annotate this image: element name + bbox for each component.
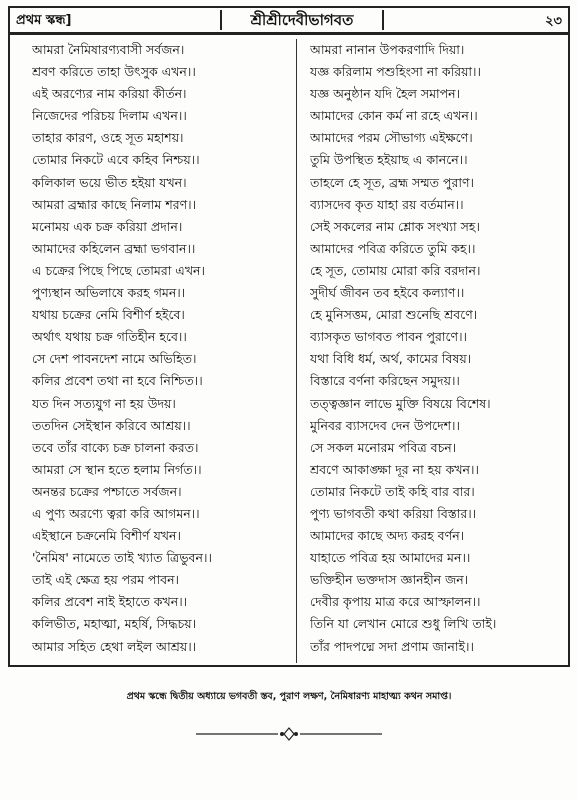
verse-line: আমরা সে স্থান হতে হলাম নির্গত।। — [32, 461, 202, 477]
verse-line: শ্রবণ করিতে তাহা উৎসুক এখন।। — [32, 64, 196, 80]
verse-line: মুনিবর ব্যাসদেব দেন উপদেশ।। — [310, 417, 460, 433]
verse-line: যজ্ঞ করিলাম পশুহিংসা না করিয়া।। — [310, 64, 481, 80]
verse-line: দেবীর কৃপায় মাত্র করে আস্ফালন।। — [310, 594, 481, 610]
verse-line: আমরা নানান উপকরণাদি দিয়া। — [310, 42, 465, 57]
decorative-ornament — [196, 727, 382, 741]
section-label: প্রথম স্কন্ধ] — [16, 13, 72, 28]
verse-line: তুমি উপস্থিত হইয়াছ এ কাননে।। — [310, 152, 468, 168]
verse-line: সুদীর্ঘ জীবন তব হইবে কল্যাণ।। — [310, 285, 465, 301]
verse-line: আমরা নৈমিষারণ্যবাসী সর্বজন। — [32, 42, 185, 57]
verse-line: বিস্তারে বর্ণনা করিছেন সমুদয়।। — [310, 373, 460, 389]
verse-line: কলিভীত, মহাত্মা, মহর্ষি, সিদ্ধচয়। — [32, 616, 197, 632]
left-verse-column — [32, 39, 294, 658]
verse-line: মনোময় এক চক্র করিয়া প্রদান। — [32, 218, 183, 234]
verse-line: তাই এই ক্ষেত্র হয় পরম পাবন। — [32, 572, 179, 588]
verse-line: আমাদের কোন কর্ম না রহে এখন।। — [310, 108, 478, 124]
verse-line: সে সকল মনোরম পবিত্র বচন। — [310, 439, 457, 455]
verse-line: যথা বিধি ধর্ম, অর্থ, কামের বিষয়। — [310, 351, 472, 367]
verse-line: যত দিন সত্যযুগ না হয় উদয়। — [32, 395, 176, 411]
verse-line: কলিকাল ভয়ে ভীত হইয়া যখন। — [32, 174, 187, 190]
verse-line: তোমার নিকটে এবে কহিব নিশ্চয়।। — [32, 152, 200, 168]
verse-line: হে সূত, তোমায় মোরা করি বরদান। — [310, 262, 481, 278]
verse-line: এ চক্রের পিছে পিছে তোমরা এখন। — [32, 262, 205, 278]
verse-line: সেই সকলের নাম শ্লোক সংখ্যা সহ। — [310, 218, 480, 234]
column-divider — [296, 39, 297, 663]
page-number: ২৩ — [545, 14, 562, 29]
verse-line: আমাদের পবিত্র করিতে তুমি কহ।। — [310, 240, 476, 256]
verse-line: এইস্থানে চক্রনেমি বিশীর্ণ যখন। — [32, 528, 181, 544]
verse-line: ততদিন সেইস্থান করিবে আশ্রয়।। — [32, 417, 191, 433]
verse-line: যজ্ঞ অনুষ্ঠান যদি হৈল সমাপন। — [310, 86, 461, 102]
verse-line: তাঁর পাদপদ্মে সদা প্রণাম জানাই।। — [310, 638, 474, 654]
verse-line: অনন্তর চক্রের পশ্চাতে সর্বজন। — [32, 483, 182, 499]
verse-line: যথায় চক্রের নেমি বিশীর্ণ হইবে। — [32, 307, 185, 323]
verse-line: যাহাতে পবিত্র হয় আমাদের মন।। — [310, 550, 471, 566]
verse-line: শ্রবণে আকাঙ্ক্ষা দূর না হয় কখন।। — [310, 461, 479, 477]
verse-line: নিজেদের পরিচয় দিলাম এখন।। — [32, 108, 187, 124]
verse-line: ব্যাসদেব কৃত যাহা রয় বর্তমান।। — [310, 196, 464, 212]
verse-line: তোমার নিকটে তাই কহি বার বার। — [310, 483, 475, 499]
verse-line: ব্যাসকৃত ভাগবত পাবন পুরাণে।। — [310, 329, 468, 345]
verse-box — [8, 33, 570, 667]
chapter-colophon: প্রথম স্কন্ধে দ্বিতীয় অধ্যায়ে ভগবতী স্তব, পুরাণ লক্ষণ, নৈমিষারণ্য মাহাত্ম্য কথন সমাপ্ত। — [126, 691, 452, 702]
verse-line: পুণ্য ভাগবতী কথা করিয়া বিস্তার।। — [310, 505, 477, 521]
verse-line: এ পুণ্য অরণ্যে ত্বরা করি আগমন।। — [32, 505, 200, 521]
verse-line: সে দেশ পাবনদেশ নামে অভিহিত। — [32, 351, 197, 367]
verse-line: তত্ত্বজ্ঞান লাভে মুক্তি বিষয়ে বিশেষ। — [310, 395, 491, 411]
verse-line: তিনি যা লেখান মোরে শুধু লিখি তাই। — [310, 616, 497, 632]
verse-line: আমরা ব্রহ্মার কাছে নিলাম শরণ।। — [32, 196, 197, 212]
verse-line: কলির প্রবেশ তথা না হবে নিশ্চিত।। — [32, 373, 203, 389]
verse-line: তবে তাঁর বাক্যে চক্র চালনা করত। — [32, 439, 199, 455]
verse-line: পুণ্যস্থান অভিলাষে করহ গমন।। — [32, 285, 186, 301]
verse-line: কলির প্রবেশ নাই ইহাতে কখন।। — [32, 594, 188, 610]
verse-line: আমাদের কাছে অদ্য করহ বর্ণন। — [310, 528, 465, 544]
right-verse-column — [310, 39, 572, 658]
running-header — [8, 6, 570, 34]
verse-line: আমাদের পরম সৌভাগ্য এইক্ষণে। — [310, 130, 473, 146]
verse-line: আমার সহিত হেথা লইল আশ্রয়।। — [32, 638, 197, 654]
verse-line: তাহার কারণ, ওহে সূত মহাশয়। — [32, 130, 184, 146]
verse-line: ভক্তিহীন ভক্তদাস জ্ঞানহীন জন। — [310, 572, 469, 588]
verse-line: অর্থাৎ যথায় চক্র গতিহীন হবে।। — [32, 329, 187, 345]
verse-line: এই অরণ্যের নাম করিয়া কীর্তন। — [32, 86, 187, 102]
book-title: শ্রীশ্রীদেবীভাগবত — [220, 10, 384, 30]
verse-line: 'নৈমিষ' নামেতে তাই খ্যাত ত্রিভুবন।। — [32, 550, 212, 566]
verse-line: হে মুনিসত্তম, মোরা শুনেছি শ্রবণে। — [310, 307, 478, 323]
verse-line: তাহলে হে সূত, ব্রহ্ম সম্মত পুরাণ। — [310, 174, 475, 190]
verse-line: আমাদের কহিলেন ব্রহ্মা ভগবান।। — [32, 240, 196, 256]
